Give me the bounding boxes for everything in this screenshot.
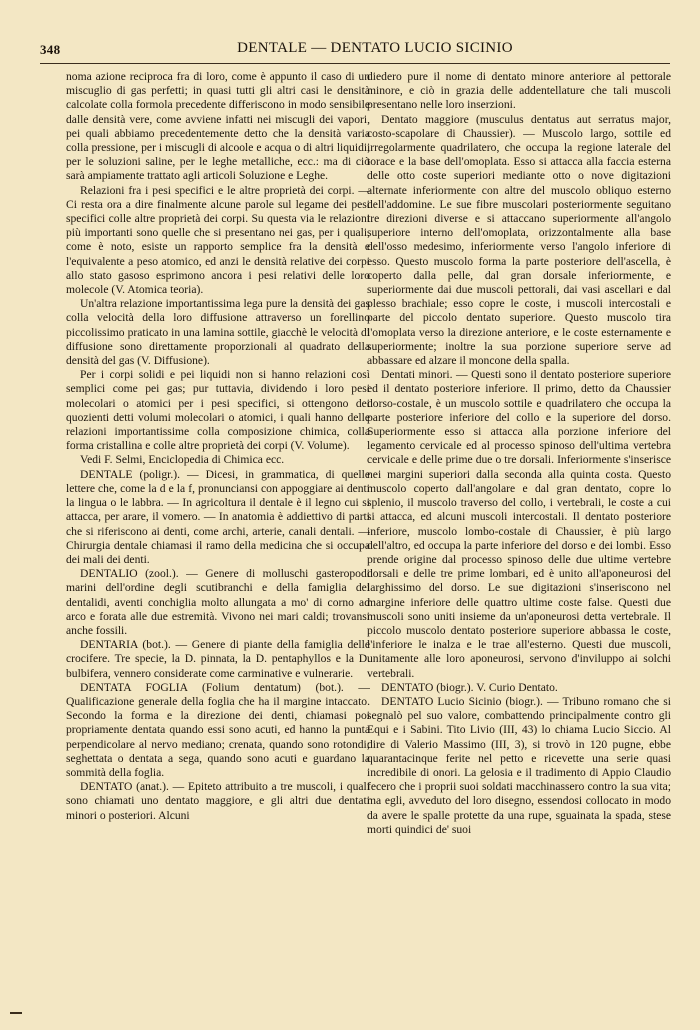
margin-mark <box>10 1012 22 1014</box>
entry-dentato-biogr: DENTATO (biogr.). V. Curio Dentato. <box>381 680 558 694</box>
entry-dentato-maggiore: Dentato maggiore (musculus dentatus aut serratus major, costo-scapolare di Chaussier). — Muscolo largo, sottile ed irregolarmente quadrilatero, che occupa la regione laterale del torace e la base dell'omoplata. Esso si attacca alla faccia esterna delle otto coste superiori mediante otto o nove digitazioni alternate inferiormente con altre del muscolo obliquo esterno dell'addomine. Le sue fibre muscolari posteriormente seguitano tre direzioni diverse e si attaccano superiormente all'angolo superiore interno dell'omoplata, orizzontalmente alla base dell'osso medesimo, inferiormente verso l'angolo inferiore di esso. Questo muscolo forma la parte posteriore dell'ascella, è coperto dalla pelle, dal gran dorsale inferiormente, e superiormente dai due muscoli pettorali, dai vasi ascellari e dal plesso brachiale; esso copre le coste, i muscoli intercostali e parte del piccolo dentato superiore. Questo muscolo tira l'omoplata verso la direzione anteriore, e le coste esternamente e superiormente; inoltre la sua porzione superiore serve ad abbassare ed alzare il moncone della spalla. <box>367 112 671 368</box>
page-number: 348 <box>40 42 61 57</box>
header-rule <box>40 63 670 64</box>
paragraph: Per i corpi solidi e pei liquidi non si hanno relazioni così semplici come pei gas; pur tuttavia, dividendo i loro pesi molecolari o atomici per i pesi specifici, si ottengono dei quozienti detti volumi molecolari o atomici, i quali hanno delle relazioni importantissime colla composizione chimica, colla forma cristallina e colle altre proprietà dei corpi (V. Volume). <box>66 368 370 453</box>
running-title: DENTALE — DENTATO LUCIO SICINIO <box>237 40 513 56</box>
entry-dentale: DENTALE (poligr.). — Dicesi, in grammatica, di quelle lettere che, come la d e la f, pronunciansi con appoggiare ai denti la lingua o le labbra. — In agricoltura il dentale è il legno cui si attacca, per arare, il vomero. — In anatomia è addiettivo di parti che si riferiscono ai denti, come archi, arterie, canali dentali. — Chirurgia dentale chiamasi il ramo della medicina che si occupa dei mali dei denti. <box>66 467 370 566</box>
paragraph: noma azione reciproca fra di loro, come è appunto il caso di un miscuglio di gas perfetti; in quasi tutti gli altri casi le densità calcolate colla formola precedente differiscono in modo sensibile dalle densità vere, come avviene infatti nei miscugli dei vapori, pei quali abbiamo precedentemente detto che la densità varia colla pressione, per i miscugli di alcoole e acqua o di altri liquidi, per le soluzioni saline, per le leghe metalliche, ecc.: ma di ciò sarà ampiamente trattato agli articoli Soluzione e Leghe. <box>66 70 370 183</box>
right-column <box>367 70 671 1000</box>
paragraph: Relazioni fra i pesi specifici e le altre proprietà dei corpi. — Ci resta ora a dire finalmente alcune parole sul legame dei pesi specifici colle altre proprietà dei corpi. Su questa via le relazioni più importanti sono quelle che si presentano nei gas, per i quali, come è noto, esiste un rapporto semplice fra la densità e l'equivalente a peso atomico, ed anzi le densità relative dei corpi allo stato gasoso esprimono ancora i pesi relativi delle loro molecole (V. Atomica teoria). <box>66 183 370 297</box>
paragraph: diedero pure il nome di dentato minore anteriore al pettorale minore, e ciò in grazia delle addentellature che tali muscoli presentano nelle loro inserzioni. <box>367 70 671 112</box>
page-header <box>40 40 670 62</box>
entry-dentata-foglia: DENTATA FOGLIA (Folium dentatum) (bot.). — Qualificazione generale della foglia che ha il margine intaccato. Secondo la forma e la direzione dei denti, chiamasi poi propriamente dentata quando essi sono acuti, ed hanno la punta perpendicolare al nervo mediano; crenata, quando sono rotondi; seghettata o dentata a sega, quando sono acuti e guardano la sommità della foglia. <box>66 680 370 779</box>
entry-dentati-minori: Dentati minori. — Questi sono il dentato posteriore superiore ed il dentato posteriore inferiore. Il primo, detto da Chaussier dorso-costale, è un muscolo sottile e quadrilatero che occupa la parte posteriore inferiore del collo e la superiore del dorso. Superiormente esso si attacca alla porzione inferiore del legamento cervicale ed al processo spinoso dell'ultima vertebra cervicale e delle prime due o tre dorsali. Inferiormente s'inserisce nei margini superiori dalla seconda alla quinta costa. Questo muscolo coperto dall'angolare e dal gran dentato, copre lo splenio, il muscolo traverso del collo, i vertebrali, le coste a cui si attacca, ed alcuni muscoli intercostali. Il dentato posteriore inferiore, muscolo lombo-costale di Chaussier, è più largo dell'altro, ed occupa la parte inferiore del dorso e dei lombi. Esso prende origine dal processo spinoso delle due ultime vertebre dorsali e delle tre prime lombari, ed è unito all'aponeurosi del larghissimo del dorso. Le sue digitazioni s'inseriscono nel margine inferiore delle quattro ultime coste false. Questi due muscoli sono uniti insieme da un'aponeurosi detta vertebrale. Il piccolo muscolo dentato posteriore superiore abbassa le coste, l'inferiore le inalza e le trae all'esterno. Questi due muscoli, unitamente alle loro aponeurosi, servono d'inviluppo ai solchi vertebrali. <box>367 368 671 680</box>
entry-dentalio: DENTALIO (zool.). — Genere di molluschi gasteropodi marini dell'ordine degli scutibranchi e della famiglia dei dentalidi, aventi conchiglia molto allungata a mo' di corno ad arco e forata alle due estremità. Vivono nei mari caldi; trovansi anche fossili. <box>66 567 370 637</box>
paragraph: Un'altra relazione importantissima lega pure la densità dei gas colla velocità della loro diffusione attraverso un forellino piccolissimo praticato in una lamina sottile, giacchè le velocità di diffusione sono direttamente proporzionali al quadrato della densità del gas (V. Diffusione). <box>66 297 370 368</box>
entry-dentaria: DENTARIA (bot.). — Genere di piante della famiglia delle crocifere. Tre specie, la D. pinnata, la D. pentaphyllos e la D. bulbifera, vennero considerate come carminative e vulnerarie. <box>66 638 370 680</box>
left-column <box>66 70 370 1000</box>
entry-dentato-lucio-sicinio: DENTATO Lucio Sicinio (biogr.). — Tribuno romano che si segnalò pel suo valore, combattendo principalmente contro gli Equi e i Sabini. Tito Livio (III, 43) lo chiama Lucio Siccio. Al dire di Valerio Massimo (III, 3), si trovò in 120 pugne, ebbe quarantacinque ferite nel petto e ricevette una serie quasi incredibile di onori. La gelosia e il tradimento di Appio Claudio fecero che i proprii suoi soldati macchinassero contro la sua vita; ma egli, avveduto del loro disegno, essendosi collocato in modo da avere le spalle protette da una rupe, sguainata la spada, stese morti quindici de' suoi <box>367 694 671 836</box>
paragraph: Vedi F. Selmi, Enciclopedia di Chimica ecc. <box>80 453 285 467</box>
entry-dentato-anat: DENTATO (anat.). — Epiteto attribuito a tre muscoli, i quali sono chiamati uno dentato maggiore, e gli altri due dentati minori o posteriori. Alcuni <box>66 780 370 822</box>
